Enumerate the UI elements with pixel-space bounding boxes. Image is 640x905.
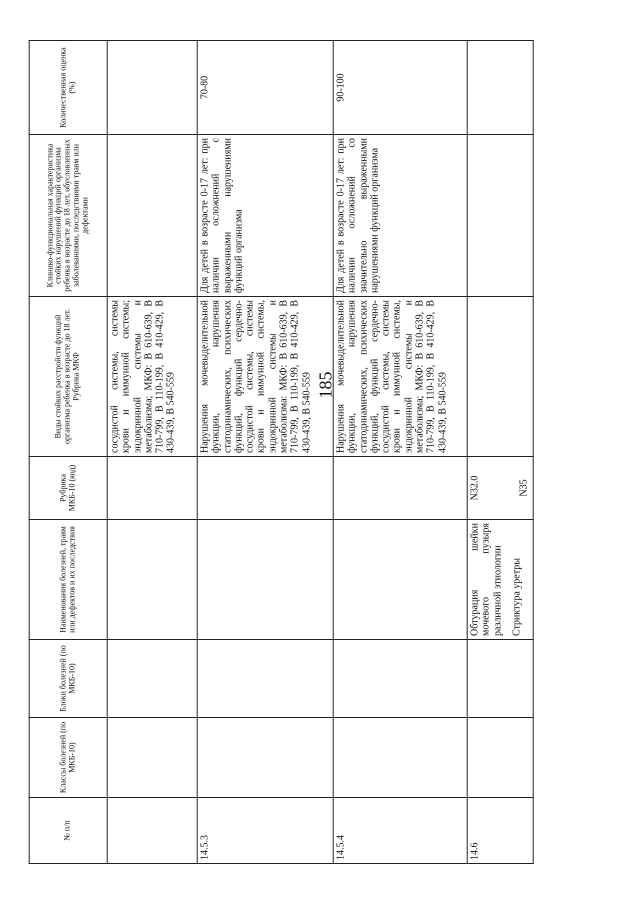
cell-rubric (107, 456, 197, 519)
cell-blocks (467, 639, 533, 717)
cell-clinical (107, 134, 197, 296)
cell-clinical: Для детей в возрасте 0-17 лет: при наличии осложнений со значительно выраженными нарушениями функций организма (333, 134, 467, 296)
cell-classes (467, 717, 533, 797)
cell-blocks (333, 639, 467, 717)
cell-types: сосудистой системы, системы крови и иммунной системы; эндокринной системы и метаболизма; МКФ: В 610-639, В 710-799, В 110-199, В 410-429, В 430-439, В 540-559 (107, 296, 197, 456)
cell-types (467, 296, 533, 456)
cell-quantitative: 90-100 (333, 40, 467, 134)
cell-names (467, 519, 533, 639)
cell-quantitative (107, 40, 197, 134)
cell-num: 14.5.4 (333, 797, 467, 863)
header-clinical: Клинико-функциональная характеристика стойких нарушений функций организма ребенка в возрасте до 18 лет, обусловленных заболеваниями, последствиями травм или дефектами (29, 134, 107, 296)
header-names: Наименования болезней, травм или дефектов и их последствия (29, 519, 107, 639)
header-blocks: Блоки болезней (по МКБ-10) (29, 639, 107, 717)
table-row-14-6 (467, 40, 533, 863)
cell-rubric (333, 456, 467, 519)
cell-rubric (197, 456, 333, 519)
header-num: № п/п (29, 797, 107, 863)
cell-quantitative: 70-80 (197, 40, 333, 134)
cell-names (197, 519, 333, 639)
cell-quantitative (467, 40, 533, 134)
cell-classes (197, 717, 333, 797)
cell-clinical (467, 134, 533, 296)
cell-num: 14.5.3 (197, 797, 333, 863)
page-number: 185 (315, 371, 336, 399)
cell-num: 14.6 (467, 797, 533, 863)
header-classes: Классы болезней (по МКБ-10) (29, 717, 107, 797)
header-quantitative: Количественная оценка (%) (29, 40, 107, 134)
header-types: Виды стойких расстройств функций организма ребенка в возрасте до 18 лет. Рубрика МКФ (29, 296, 107, 456)
disease-name-obturation: Обтурация шейки мочевого пузыря различной этиологии (469, 522, 504, 636)
cell-classes (333, 717, 467, 797)
cell-names (107, 519, 197, 639)
disability-criteria-table (29, 40, 534, 864)
rubric-code-n35: N35 (519, 478, 530, 497)
cell-blocks (197, 639, 333, 717)
cell-classes (107, 717, 197, 797)
cell-rubric (467, 456, 533, 519)
cell-types: Нарушения мочевыделительной функции, нарушения статодинамических, психических функций, функций сердечно-сосудистой системы, системы крови и иммунной системы, эндокринной системы и метаболизма: МКФ: В 610-639, В 710-799, В 110-199, В 410-429, В 430-439, В 540-559 (197, 296, 333, 456)
table-frame (45, 40, 530, 863)
cell-names (333, 519, 467, 639)
table-row-14-5-4 (333, 40, 467, 863)
cell-num (107, 797, 197, 863)
disease-name-stricture: Стриктура уретры (511, 557, 523, 636)
cell-clinical: Для детей в возрасте 0-17 лет: при наличии осложнений с выраженными нарушениями функций организма (197, 134, 333, 296)
cell-blocks (107, 639, 197, 717)
header-rubric: Рубрика МКБ-10 (код) (29, 456, 107, 519)
cell-types: Нарушения мочевыделительной функции, нарушения статодинамических, психических функций, функций сердечно-сосудистой системы, системы крови и иммунной системы, эндокринной системы и метаболизма; МКФ: В 610-639, В 710-799, В 110-199, В 410-429, В 430-439, В 540-559 (333, 296, 467, 456)
table-row-14-5-3 (197, 40, 333, 863)
rubric-code-n32: N32.0 (469, 475, 481, 500)
header-row (29, 40, 107, 863)
table-row-continued (107, 40, 197, 863)
